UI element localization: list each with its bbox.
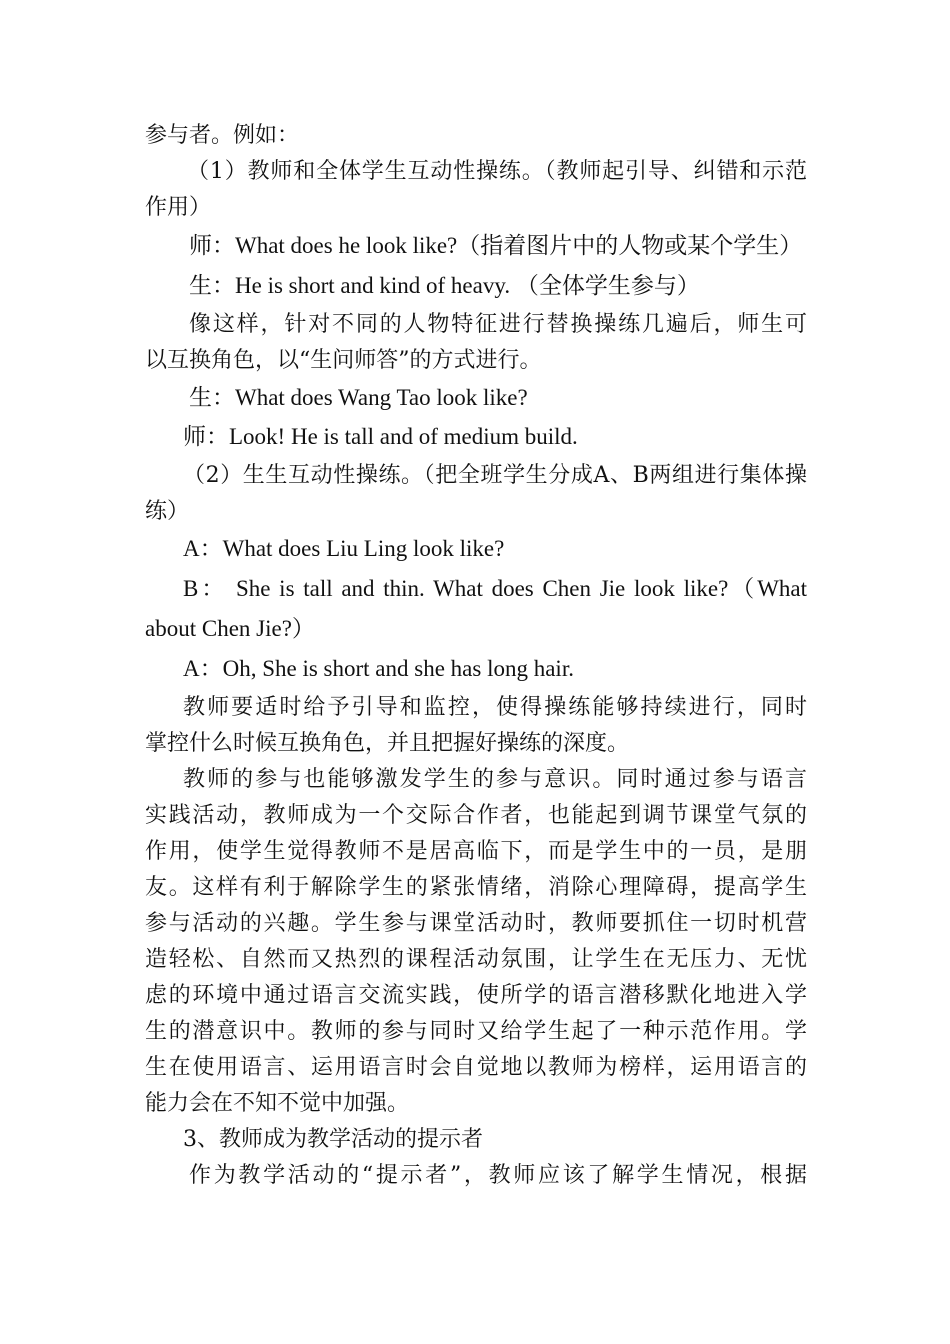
text-line: 生的潜意识中。教师的参与同时又给学生起了一种示范作用。学	[145, 1019, 807, 1044]
text-line: （2）生生互动性操练。（把全班学生分成A、B两组进行集体操	[183, 463, 807, 488]
text-line: （1）教师和全体学生互动性操练。（教师起引导、纠错和示范	[187, 159, 807, 184]
text-line: 教师的参与也能够激发学生的参与意识。同时通过参与语言	[183, 767, 807, 792]
text-line: B： She is tall and thin. What does Chen Jie look like?（What	[183, 576, 807, 601]
text-line: 虑的环境中通过语言交流实践，使所学的语言潜移默化地进入学	[145, 983, 807, 1008]
text-line: 生在使用语言、运用语言时会自觉地以教师为榜样，运用语言的	[145, 1055, 807, 1080]
section-heading: 3、教师成为教学活动的提示者	[183, 1127, 483, 1152]
text-line: 造轻松、自然而又热烈的课程活动氛围，让学生在无压力、无忧	[145, 947, 807, 972]
text-line: 生：He is short and kind of heavy. （全体学生参与）	[189, 273, 700, 298]
text-line: 师：Look! He is tall and of medium build.	[183, 424, 578, 449]
text-line: 参与者。例如：	[145, 123, 300, 148]
text-line: 以互换角色，以“生问师答”的方式进行。	[145, 348, 542, 373]
text-line: 作用，使学生觉得教师不是居高临下，而是学生中的一员，是朋	[145, 839, 807, 864]
text-line: A：What does Liu Ling look like?	[183, 536, 505, 561]
text-line: 作用）	[145, 195, 212, 220]
text-line: 像这样，针对不同的人物特征进行替换操练几遍后，师生可	[189, 312, 807, 337]
text-line: 师：What does he look like?（指着图片中的人物或某个学生）	[189, 233, 803, 258]
text-line: 掌控什么时候互换角色，并且把握好操练的深度。	[145, 731, 630, 756]
text-line: 生：What does Wang Tao look like?	[189, 385, 528, 410]
text-line: 实践活动，教师成为一个交际合作者，也能起到调节课堂气氛的	[145, 803, 807, 828]
text-line: 练）	[145, 499, 190, 524]
text-line: 作为教学活动的“提示者”，教师应该了解学生情况，根据	[189, 1163, 807, 1188]
text-line: 参与活动的兴趣。学生参与课堂活动时，教师要抓住一切时机营	[145, 911, 807, 936]
text-line: A：Oh, She is short and she has long hair.	[183, 656, 574, 681]
text-line: 能力会在不知不觉中加强。	[145, 1091, 410, 1116]
text-line: 友。这样有利于解除学生的紧张情绪，消除心理障碍，提高学生	[145, 875, 807, 900]
text-line: about Chen Jie?）	[145, 616, 315, 641]
text-line: 教师要适时给予引导和监控，使得操练能够持续进行，同时	[183, 695, 807, 720]
